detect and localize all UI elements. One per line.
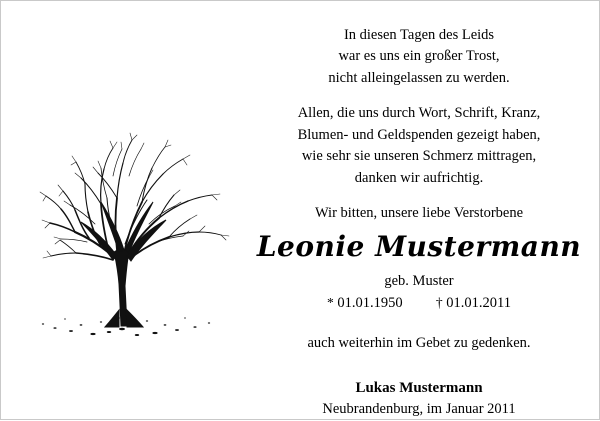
verse-line: danken wir aufrichtig.: [354, 169, 484, 186]
signature-place-date: Neubrandenburg, im Januar 2011: [322, 401, 516, 418]
verse-line: Allen, die uns durch Wort, Schrift, Kranz,: [297, 105, 541, 122]
verse-line: wie sehr sie unseren Schmerz mittragen,: [301, 148, 537, 165]
death-symbol: †: [435, 295, 443, 311]
life-dates: [253, 293, 585, 315]
birth-date: 01.01.1950: [337, 295, 403, 312]
death-date: 01.01.2011: [446, 295, 511, 312]
verse-line: war es uns ein großer Trost,: [338, 48, 500, 65]
verse-stanza-2: [253, 103, 585, 189]
verse-line: Blumen- und Geldspenden gezeigt haben,: [297, 126, 541, 143]
deceased-maiden-name: geb. Muster: [384, 273, 454, 290]
verse-line: nicht alleingelassen zu werden.: [328, 69, 510, 86]
signatory-name: Lukas Mustermann: [355, 379, 483, 396]
bare-tree-illustration: [9, 106, 249, 336]
verse-stanza-1: [253, 25, 585, 89]
deceased-name: Leonie Mustermann: [256, 229, 582, 263]
memorial-text: [253, 25, 585, 421]
signature-block: [253, 377, 585, 421]
closing-line: auch weiterhin im Gebet zu gedenken.: [307, 335, 531, 352]
request-line: Wir bitten, unsere liebe Verstorbene: [314, 205, 524, 222]
verse-line: In diesen Tagen des Leids: [343, 27, 495, 43]
birth-symbol: *: [327, 295, 334, 311]
